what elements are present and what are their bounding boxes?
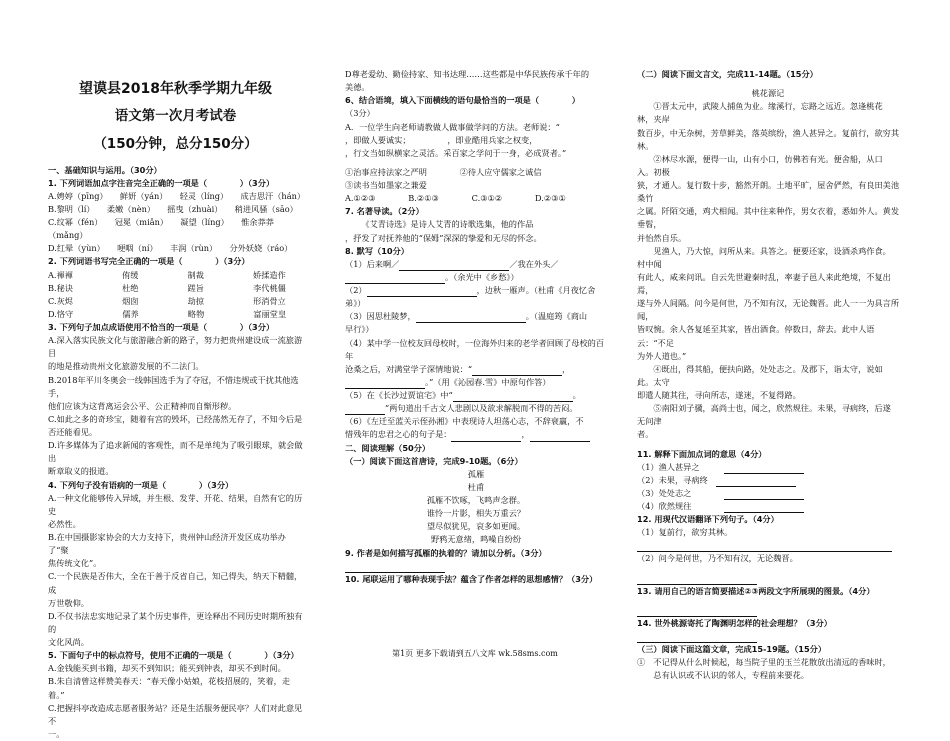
q8-5-blank2[interactable] [345, 406, 385, 415]
q3-option-a: A.深入落实民族文化与旅游融合新的路子，努力把贵州建设成一流旅游目 [48, 335, 303, 359]
passage-p5-1: ⑤南阳刘子骥，高尚士也，闻之，欣然规往。未果，寻病终，后遂无问津 [637, 403, 891, 427]
q11-item-2 [637, 474, 899, 487]
q4-option-d-cont: 文化风尚。 [48, 637, 89, 648]
q11-3-label: （3）处处志之 [637, 487, 692, 498]
q8-line-5 [345, 389, 607, 402]
q8-2-c: 弟》） [345, 298, 366, 309]
reading-1-heading: （一）阅读下面这首唐诗，完成9-10题。（6分） [345, 455, 523, 466]
question-2: 2. 下列词语书写完全正确的一项是（ ）（3分） [48, 256, 250, 267]
q8-line-1b [345, 271, 607, 284]
q5-option-b-cont: 着。” [48, 689, 65, 700]
q7-text-2: ，抒发了对抚养他的“保姆”深深的挚爱和无尽的怀念。 [345, 232, 542, 243]
article-p1-1: ① 不记得从什么时候起，每当院子里的玉兰花散放出清远的香味时， [637, 656, 891, 667]
poem-title: 孤雁 [467, 468, 485, 479]
q8-5-a: （5）在《长沙过贾谊宅》中“ [345, 390, 453, 400]
q12-item-1: （1）复前行，欲穷其林。 [637, 527, 733, 538]
question-10: 10. 尾联运用了哪种表现手法？蕴含了作者怎样的思想感情？（3分） [345, 573, 598, 584]
article-p1-2: 总有认识或不认识的邻人，专程前来要花。 [653, 670, 809, 680]
passage-title: 桃花源记 [751, 88, 785, 99]
q8-4-c: ， [562, 363, 571, 374]
q8-line-6b [345, 428, 607, 441]
q4-option-c-cont: 万世敬仰。 [48, 597, 89, 608]
q8-line-2 [345, 284, 607, 297]
passage-p3-2: 有此人，咸来问讯。自云先世避秦时乱，率妻子邑人来此绝境，不复出焉， [637, 271, 891, 295]
q6-answers: A.①②③ B.②①③ C.③①② D.②③① [345, 193, 566, 204]
q8-5-blank[interactable] [453, 393, 573, 402]
q6-text-3: ，行文当如纵横家之灵活。采百家之学问于一身，必成贤者。” [345, 147, 567, 158]
section-1-heading: 一、基础知识与运用。（30分） [48, 164, 162, 175]
passage-p2-2: 狭，才通人。复行数十步，豁然开朗。土地平旷，屋舍俨然，有良田美池桑竹 [637, 180, 900, 204]
reading-2-heading: （二）阅读下面文言文，完成11-14题。（15分） [637, 69, 818, 79]
poem-line-2: 谁怜一片影，相失万重云？ [426, 508, 526, 519]
q8-4-blank2[interactable] [345, 380, 425, 389]
q4-option-d: D.不仅书法忠实地记录了某个历史事件，更诠释出不同历史时期所独有的 [48, 610, 303, 634]
q1-option-d: D.红晕（yùn） 哽咽（ní） 丰润（rùn） 分外妖娆（ráo） [48, 243, 293, 254]
poem-line-4: 野鸦无意绪，鸣噪自纷纷 [430, 534, 522, 545]
question-13: 13. 请用自己的语言简要描述②③两段文字所展现的图景。（4分） [637, 585, 875, 596]
passage-p4-2: 即遣人随其往，寻向所志，遂迷，不复得路。 [637, 390, 801, 400]
q6-text-2: ，即做人要诚实； ，即业酷用兵家之权变， [345, 134, 538, 145]
q3-option-c: C.如此之多的奇珍宝，随着有宫的毁坏，已经荡然无存了，不知今后是 [48, 413, 303, 424]
q1-option-c-cont: （mǎng） [48, 230, 88, 241]
q14-answer-line[interactable] [637, 630, 757, 643]
q4-option-a: A.一种文化能够传入异域，并生根、发芽、开花、结果，自然有它的历史 [48, 492, 303, 516]
q4-option-b: B.在中国摄影家协会的大力支持下，贵州钟山经济开发区成功举办了“聚 [48, 532, 286, 556]
q8-line-5c [345, 402, 607, 415]
q5-option-d: D尊老爱幼、勤俭持家、知书达理……这些都是中华民族传承千年的 [345, 69, 590, 79]
q13-answer-line[interactable] [637, 604, 757, 617]
poem-line-3: 望尽似犹见，哀多如更闻。 [426, 521, 526, 532]
q8-2-b: ，边秋一雁声。（杜甫《月夜忆舍 [476, 285, 596, 295]
q8-5-b: 。 [572, 390, 581, 400]
q4-option-b-cont: 焦传统文化”。 [48, 558, 102, 569]
q11-4-label: （4）欣然规往 [637, 501, 692, 511]
passage-p2-3: 之属。阡陌交通，鸡犬相闻。其中往来种作，男女衣着，悉如外人。黄发垂髫， [637, 206, 900, 230]
q8-1-a: （1）后来啊／ [345, 258, 400, 269]
poem-line-1: 孤雁不饮啄，飞鸣声念群。 [426, 495, 526, 505]
question-11: 11. 解释下面加点词的意思（4分） [637, 448, 767, 459]
q8-6-b: 惜残年的忠君之心的句子是： [345, 429, 452, 440]
q8-line-1 [345, 258, 607, 271]
reading-3-heading: （三）阅读下面这篇文章，完成15-19题。（15分） [637, 643, 827, 654]
q11-1-blank[interactable] [724, 465, 804, 474]
passage-p1-1: ①晋太元中，武陵人捕鱼为业。缘溪行，忘路之远近。忽逢桃花林，夹岸 [637, 101, 883, 125]
q1-option-a: A.娉婷（pīng） 鲜妍（yán） 轻灵（líng） 成吉思汗（hán） [48, 190, 306, 201]
q11-item-4 [637, 500, 899, 513]
q12-item-2: （2）问今是何世，乃不知有汉，无论魏晋。 [637, 553, 798, 564]
q2-option-b: B.秘诀 杜绝 蹉旨 李代桃僵 [48, 282, 286, 293]
left-column [48, 68, 306, 741]
q8-1-c: 。（余光中《乡愁》） [445, 271, 519, 282]
q8-1-b: ／我在外头／ [509, 258, 559, 269]
question-6: 6、结合语境，填入下面横线的语句最恰当的一项是（ ） [345, 95, 580, 106]
q8-2-blank[interactable] [367, 288, 477, 297]
q8-5-c: ”两句道出千古文人悲剧以及欲求解脱而不得的苦闷。 [385, 403, 578, 414]
passage-p5-2: 者。 [637, 429, 654, 440]
q3-option-b-cont: 他们应该为这背离运会公平、公正精神而自惭形秽。 [48, 400, 237, 411]
q2-option-c: C.灰烬 烟囱 劫掠 形消骨立 [48, 295, 286, 306]
q2-option-a: A.褌褌 侑缓 制裁 娇揉造作 [48, 269, 286, 280]
page-footer: 第1页 更多下载请到五八文库 wk.58sms.com [392, 649, 558, 658]
q11-4-blank[interactable] [724, 504, 804, 513]
q1-option-b: B.黎明（lí） 柔嫩（nèn） 摇曳（zhuài） 稍进风骚（sāo） [48, 203, 298, 214]
passage-p3-1: 见渔人，乃大惊，问所从来。具答之。便要还家，设酒杀鸡作食。村中闻 [637, 245, 891, 269]
q8-line-4b [345, 363, 607, 376]
q8-6-blank2[interactable] [530, 433, 590, 442]
question-4: 4. 下列句子没有语病的一项是（ ）（3分） [48, 479, 234, 490]
question-3: 3. 下列句子加点成语使用不恰当的一项是（ ）（3分） [48, 322, 275, 333]
passage-p1-2: 数百步，中无杂树，芳草鲜美，落英缤纷，渔人甚异之。复前行，欲穷其林。 [637, 127, 900, 151]
q3-option-c-cont: 否还能看见。 [48, 427, 98, 438]
question-12: 12. 用现代汉语翻译下列句子。（4分） [637, 514, 779, 525]
q5-option-b: B.朱自清曾这样赞美春天：“春天像小姑娘，花枝招展的，笑着，走 [48, 676, 291, 687]
q5-option-c-cont: 一。 [48, 728, 65, 739]
middle-column [345, 68, 607, 586]
passage-p3-5: 为外人道也。” [637, 350, 687, 361]
q11-1-label: （1）渔人甚异之 [637, 461, 700, 472]
question-14: 14. 世外桃源寄托了陶渊明怎样的社会理想？（3分） [637, 617, 832, 628]
q3-option-a-cont: 的地是推动贵州文化旅游发展的不二法门。 [48, 361, 204, 372]
q8-4-a: （4）某中学一位校友回母校时，一位海外归来的老学者回顾了母校的百年 [345, 337, 605, 361]
poem-author: 杜甫 [467, 481, 485, 492]
q3-option-d-cont: 断章取义的报道。 [48, 466, 114, 477]
q6-text-1: A．一位学生向老师请教做人做事做学问的方法。老师说：“ [345, 121, 560, 132]
question-7: 7. 名著导读。（2分） [345, 206, 424, 217]
q11-2-label: （2）未果，寻病终 [637, 474, 708, 485]
q8-3-a: （3）因思杜陵梦， [345, 311, 416, 322]
exam-title-line1: 望谟县2018年秋季学期九年级 [79, 81, 272, 97]
passage-p3-3: 遂与外人间隔。问今是何世，乃不知有汉，无论魏晋。此人一一为具言所闻， [637, 298, 900, 322]
q7-text-1: 《艾青诗选》是诗人艾青的诗歌选集，他的作品 [361, 219, 534, 230]
question-8: 8. 默写（10分） [345, 245, 409, 256]
q6-score: （3分） [345, 108, 375, 119]
q11-item-1 [637, 461, 899, 474]
q8-4-d: 。”（用《沁园春.雪》中原句作答） [425, 376, 551, 387]
q8-6-c: ， [521, 429, 530, 440]
q5-option-d-cont: 美德。 [345, 82, 370, 93]
passage-p2-4: 并怡然自乐。 [637, 232, 687, 243]
q8-line-4c [345, 376, 607, 389]
q8-line-3 [345, 310, 607, 323]
right-column [637, 68, 899, 682]
q12-2-answer-line[interactable] [637, 572, 757, 585]
q11-item-3 [637, 487, 899, 500]
q2-option-d: D.恪守 儒养 略物 富丽堂皇 [48, 308, 287, 319]
q8-6-blank[interactable] [451, 433, 521, 442]
q9-answer-line[interactable] [345, 560, 445, 573]
q5-option-c: C.把握抖亭改造成志愿者服务站？还是生活服务便民亭？人们对此意见不 [48, 702, 303, 726]
question-5: 5. 下面句子中的标点符号，使用不正确的一项是（ ）（3分） [48, 650, 299, 661]
question-1: 1. 下列词语加点字注音完全正确的一项是（ ）（3分） [48, 177, 275, 188]
q1-option-c: C.纹幂（fén） 冠冕（miǎn） 凝望（líng） 惟余莽莽 [48, 217, 274, 228]
exam-title-line3: （150分钟，总分150分） [93, 135, 258, 152]
q11-3-blank[interactable] [724, 491, 804, 500]
q5-option-a: A.金钱能买到书籍，却买不到知识；能买到钟表，却买不到时间。 [48, 663, 286, 674]
q8-6-a: （6）《左迁至蓝关示侄孙湘》中表现诗人坦荡心志，不辞衰羸，不 [345, 416, 584, 427]
passage-p3-4: 皆叹惋。余人各复延至其家，皆出酒食。停数日，辞去。此中人语云：“不足 [637, 324, 875, 348]
q8-4-b: 沧桑之后，对满堂学子深情地说：“ [345, 363, 472, 374]
q8-3-c: 早行》） [345, 324, 374, 335]
q4-option-c: C.一个民族是否伟大，全在于善于反省自己，知己得失，纳天下精髓，成 [48, 571, 303, 595]
q8-3-b: 。（温庭筠《商山 [525, 311, 588, 322]
passage-p4-1: ④既出，得其船，便扶向路，处处志之。及郡下，诣太守，说如此。太守 [637, 363, 883, 387]
q8-2-a: （2） [345, 285, 367, 295]
q12-1-answer-line[interactable] [637, 539, 892, 552]
q8-4-blank[interactable] [472, 367, 562, 376]
q6-choices-2: ③读书当如墨家之兼爱 [345, 180, 427, 190]
passage-p2-1: ②林尽水源，便得一山，山有小口，仿佛若有光。便舍船，从口入。初极 [637, 153, 883, 177]
q8-1-blank[interactable] [399, 262, 509, 271]
q8-3-blank[interactable] [416, 314, 526, 323]
q4-option-a-cont: 必然性。 [48, 518, 81, 529]
question-9: 9. 作者是如何描写孤雁的执着的？请加以分析。（3分） [345, 547, 547, 558]
q3-option-d: D.许多媒体为了追求新闻的客观性，而不是单纯为了吸引眼球，就会做出 [48, 440, 303, 464]
q11-2-blank[interactable] [716, 478, 796, 487]
section-2-heading: 二、阅读理解（50分） [345, 442, 431, 453]
exam-title-line2: 语文第一次月考试卷 [114, 108, 237, 125]
q8-1-blank2[interactable] [345, 275, 445, 284]
q3-option-b: B.2018年平川冬奥会一线韩国选手为了夺冠，不惜违规或干扰其他选手， [48, 374, 299, 398]
q6-choices-1: ①治事应持法家之严明 ②待人应守儒家之诚信 [345, 166, 542, 177]
